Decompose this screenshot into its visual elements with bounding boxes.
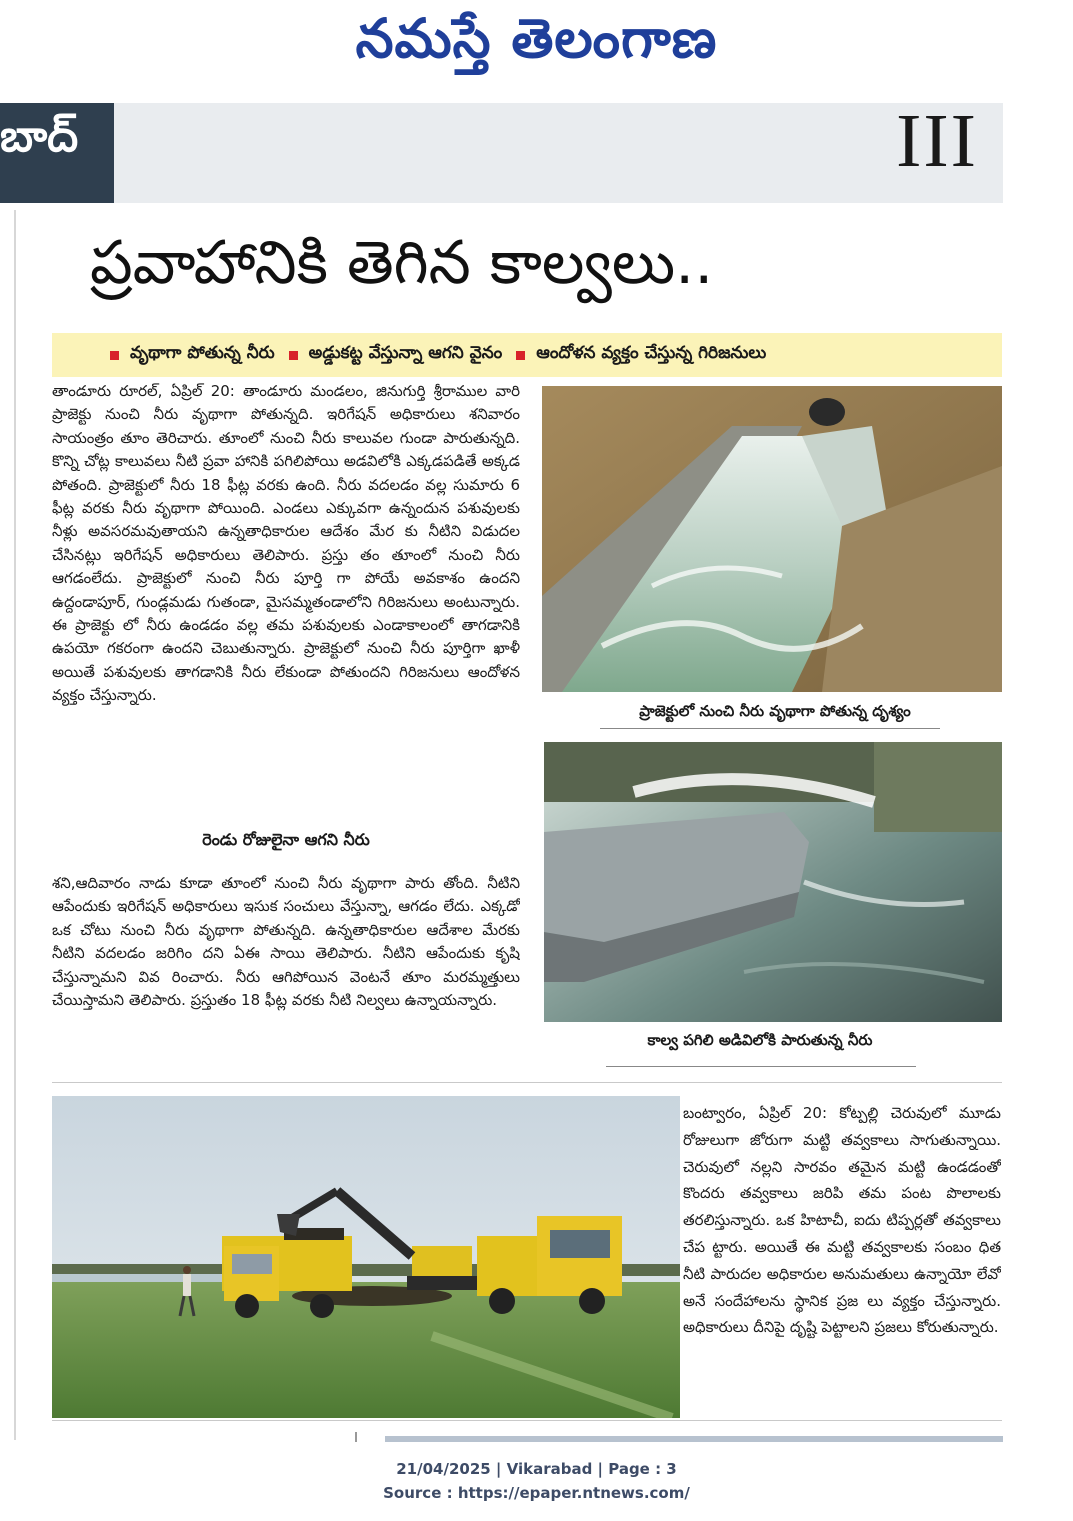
photo-caption-2: కాల్వ పగిలి అడివిలోకి పారుతున్న నీరు bbox=[647, 1031, 873, 1049]
article-paragraph-2: శని,ఆదివారం నాడు కూడా తూంలో నుంచి నీరు వృథాగా పారు తోంది. నీటిని ఆపేందుకు ఇరిగేషన్ అధికారులు ఇసుక సంచులు వేస్తున్నా, ఆగడం లేదు. ఎక్కడో ఒక చోటు నుంచి నీరు వృథాగా పోతున్నది. ఉన్నతాధికారుల ఆదేశాల మేరకు నీటిని వదలడం జరిగిం దని ఏఈ సాయి తెలిపారు. నీటిని ఆపేందుకు కృషి చేస్తున్నామని వివ రించారు. నీరు ఆగిపోయిన వెంటనే తూం మరమ్మత్తులు చేయిస్తామని తెలిపారు. ప్రస్తుతం 18 ఫీట్ల వరకు నీటి నిల్వలు ఉన్నాయన్నారు. bbox=[52, 874, 520, 1010]
subdeck-item: ఆందోళన వ్యక్తం చేస్తున్న గిరిజనులు bbox=[536, 343, 767, 363]
section-tab-label: బాద్ bbox=[0, 111, 79, 162]
article-2-text: బంట్వారం, ఏప్రిల్ 20: కోట్పల్లి చెరువులో మూడు రోజులుగా జోరుగా మట్టి తవ్వకాలు సాగుతున్నాయి. చెరువులో నల్లని సారవం తమైన మట్టి ఉండడంతో కొందరు తవ్వకాలు జరిపి తమ పంట పొలాలకు తరలిస్తున్నారు. ఒక హిటాచీ, ఐదు టిప్పర్లతో తవ్వకాలు చేప ట్టారు. అయితే ఈ మట్టి తవ్వకాలకు సంబం ధిత నీటి పారుదల అధికారుల అనుమతులు ఉన్నాయో లేవో అనే సందేహాలను స్థానిక ప్రజ లు వ్యక్తం చేస్తున్నారు. అధికారులు దీనిపై దృష్టి పెట్టాలని ప్రజలు కోరుతున్నారు. bbox=[683, 1104, 1001, 1337]
section-band bbox=[0, 103, 1003, 203]
subdeck-item: అడ్డుకట్ట వేస్తున్నా ఆగని వైనం bbox=[308, 343, 503, 363]
headline: ప్రవాహానికి తెగిన కాల్వలు.. bbox=[90, 228, 714, 298]
page-roman-numeral: III bbox=[896, 99, 978, 183]
footer-date-line: 21/04/2025 | Vikarabad | Page : 3 bbox=[396, 1460, 677, 1478]
newspaper-logo: నమస్తే తెలంగాణ bbox=[355, 6, 718, 70]
subdeck bbox=[52, 333, 1002, 377]
photo-excavation bbox=[52, 1096, 680, 1418]
bullet-icon bbox=[289, 351, 298, 360]
article-subhead: రెండు రోజులైనా ఆగని నీరు bbox=[202, 830, 370, 849]
caption-underline bbox=[606, 1066, 916, 1067]
photo-canal-flow bbox=[542, 386, 1002, 692]
section-tab bbox=[0, 103, 114, 203]
bullet-icon bbox=[110, 351, 119, 360]
article-paragraph-1: తాండూరు రూరల్, ఏప్రిల్ 20: తాండూరు మండలం, జినుగుర్తి శ్రీరాముల వారి ప్రాజెక్టు నుంచి నీరు వృథాగా పోతున్నది. ఇరిగేషన్ అధికారులు శనివారం సాయంత్రం తూం తెరిచారు. తూంలో నుంచి నీరు కాలువల గుండా పారుతున్నది. కొన్ని చోట్ల కాలువలు నీటి ప్రవా హానికి పగిలిపోయి అడవిలోకి ఎక్కడపడితే అక్కడ పోతంది. ప్రాజెక్టులో నీరు 18 ఫీట్ల వరకు ఉంది. నీరు వదలడం వల్ల సుమారు 6 ఫీట్ల వరకు నీరు వృథాగా పోయింది. ఎండలు ఎక్కువగా ఉన్నందున పశువులకు నీళ్లు అవసరమవుతాయని ఉన్నతాధికారుల ఆదేశం మేర కు నీటిని విడుదల చేసినట్లు ఇరిగేషన్ అధికారులు తెలిపారు. ప్రస్తు తం తూంలో నుంచి నీరు ఆగడంలేదు. ప్రాజెక్టులో నుంచి నీరు పూర్తి గా పోయే అవకాశం ఉందని ఉద్దండాపూర్, గుండ్లమడు గుతండా, మైసమ్మతండాలోని గిరిజనులు అంటున్నారు. ఈ ప్రాజెక్టు లో నీరు ఉండడం వల్ల తమ పశువులకు ఎండాకాలంలో తాగడానికి ఉపయో గకరంగా ఉందని చెబుతున్నారు. ప్రాజెక్టులో నుంచి నీరు పూర్తిగా ఖాళీ అయితే పశువులకు తాగడానికి నీరు లేకుండా పోతుందని గిరిజనులు ఆందోళన వ్యక్తం చేస్తున్నారు. bbox=[52, 382, 520, 705]
photo-caption-1: ప్రాజెక్టులో నుంచి నీరు వృథాగా పోతున్న దృశ్యం bbox=[639, 702, 911, 720]
bullet-icon bbox=[516, 351, 525, 360]
column-divider bbox=[14, 210, 16, 1440]
masthead bbox=[0, 0, 1073, 90]
story-separator bbox=[52, 1082, 1002, 1083]
photo-broken-canal bbox=[544, 742, 1002, 1022]
next-story-strip bbox=[385, 1436, 1003, 1442]
footer-source-link[interactable]: Source : https://epaper.ntnews.com/ bbox=[383, 1484, 690, 1502]
caption-underline bbox=[600, 728, 940, 729]
column-divider bbox=[355, 1432, 357, 1442]
subdeck-item: వృథాగా పోతున్న నీరు bbox=[130, 343, 275, 363]
story-separator bbox=[52, 1420, 1002, 1421]
